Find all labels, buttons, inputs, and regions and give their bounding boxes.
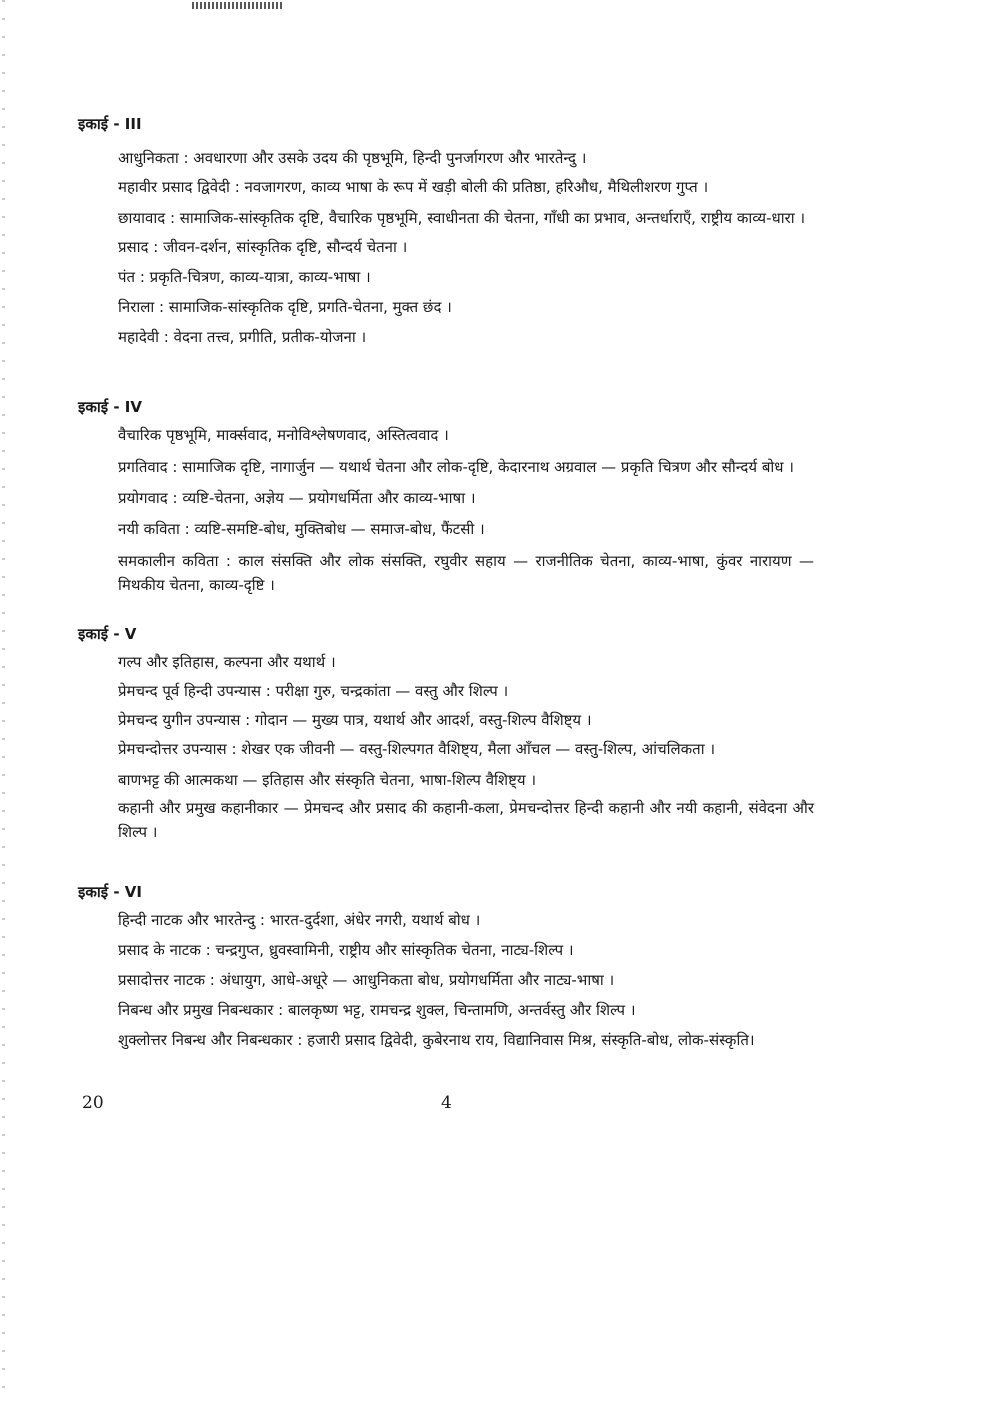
list-item: गल्प और इतिहास, कल्पना और यथार्थ ।: [118, 653, 336, 671]
list-item: प्रसादोत्तर नाटक : अंधायुग, आधे-अधूरे — आधुनिकता बोध, प्रयोगधर्मिता और नाट्य-भाषा ।: [118, 971, 615, 989]
list-item: प्रसाद के नाटक : चन्द्रगुप्त, ध्रुवस्वामिनी, राष्ट्रीय और सांस्कृतिक चेतना, नाट्य-शिल्प ।: [118, 941, 574, 959]
unit-items: [118, 908, 814, 1052]
unit-heading: इकाई - III: [78, 115, 142, 133]
list-item: आधुनिकता : अवधारणा और उसके उदय की पृष्ठभूमि, हिन्दी पुनर्जागरण और भारतेन्दु ।: [118, 149, 587, 167]
footer-left-number: 20: [82, 1093, 104, 1113]
list-item: नयी कविता : व्यष्टि-समष्टि-बोध, मुक्तिबोध — समाज-बोध, फैंटसी ।: [118, 520, 485, 538]
list-item: प्रयोगवाद : व्यष्टि-चेतना, अज्ञेय — प्रयोगधर्मिता और काव्य-भाषा ।: [118, 489, 476, 507]
list-item: छायावाद : सामाजिक-सांस्कृतिक दृष्टि, वैचारिक पृष्ठभूमि, स्वाधीनता की चेतना, गाँधी का प्रभाव, अन्तर्धाराएँ, राष्ट्रीय काव्य-धारा ।: [118, 209, 806, 227]
list-item: हिन्दी नाटक और भारतेन्दु : भारत-दुर्दशा, अंधेर नगरी, यथार्थ बोध ।: [118, 911, 481, 929]
list-item: कहानी और प्रमुख कहानीकार — प्रेमचन्द और प्रसाद की कहानी-कला, प्रेमचन्दोत्तर हिन्दी कहानी और नयी कहानी, संवेदना और शिल्प ।: [118, 799, 814, 841]
list-item: निराला : सामाजिक-सांस्कृतिक दृष्टि, प्रगति-चेतना, मुक्त छंद ।: [118, 298, 452, 316]
list-item: वैचारिक पृष्ठभूमि, मार्क्सवाद, मनोविश्लेषणवाद, अस्तित्ववाद ।: [118, 426, 449, 444]
list-item: शुक्लोत्तर निबन्ध और निबन्धकार : हजारी प्रसाद द्विवेदी, कुबेरनाथ राय, विद्यानिवास मिश्र, संस्कृति-बोध, लोक-संस्कृति।: [118, 1031, 755, 1049]
unit-6: [0, 882, 814, 1052]
unit-5: [0, 624, 814, 844]
page-number: 4: [441, 1093, 452, 1113]
unit-heading: इकाई - IV: [78, 398, 142, 416]
list-item: प्रगतिवाद : सामाजिक दृष्टि, नागार्जुन — यथार्थ चेतना और लोक-दृष्टि, केदारनाथ अग्रवाल — प्रकृति चित्रण और सौन्दर्य बोध ।: [118, 458, 794, 476]
unit-heading: इकाई - VI: [78, 883, 142, 901]
list-item: महादेवी : वेदना तत्त्व, प्रगीति, प्रतीक-योजना ।: [118, 328, 367, 346]
unit-items: [118, 146, 814, 349]
list-item: पंत : प्रकृति-चित्रण, काव्य-यात्रा, काव्य-भाषा ।: [118, 268, 371, 286]
list-item: समकालीन कविता : काल संसक्ति और लोक संसक्ति, रघुवीर सहाय — राजनीतिक चेतना, काव्य-भाषा, कुंवर नारायण — मिथकीय चेतना, काव्य-दृष्टि ।: [118, 552, 814, 594]
list-item: प्रेमचन्दोत्तर उपन्यास : शेखर एक जीवनी — वस्तु-शिल्पगत वैशिष्ट्य, मैला आँचल — वस्तु-शिल्प, आंचलिकता ।: [118, 740, 716, 758]
unit-items: [118, 423, 814, 597]
unit-4: [0, 397, 814, 597]
unit-heading: इकाई - V: [78, 625, 137, 643]
unit-items: [118, 650, 814, 844]
list-item: प्रेमचन्द पूर्व हिन्दी उपन्यास : परीक्षा गुरु, चन्द्रकांता — वस्तु और शिल्प ।: [118, 682, 509, 700]
list-item: निबन्ध और प्रमुख निबन्धकार : बालकृष्ण भट्ट, रामचन्द्र शुक्ल, चिन्तामणि, अन्तर्वस्तु और शिल्प ।: [118, 1001, 636, 1019]
list-item: प्रेमचन्द युगीन उपन्यास : गोदान — मुख्य पात्र, यथार्थ और आदर्श, वस्तु-शिल्प वैशिष्ट्य ।: [118, 711, 592, 729]
list-item: बाणभट्ट की आत्मकथा — इतिहास और संस्कृति चेतना, भाषा-शिल्प वैशिष्ट्य ।: [118, 771, 537, 789]
list-item: प्रसाद : जीवन-दर्शन, सांस्कृतिक दृष्टि, सौन्दर्य चेतना ।: [118, 238, 408, 256]
scan-header-mark: [192, 2, 284, 9]
unit-3: [0, 114, 814, 349]
list-item: महावीर प्रसाद द्विवेदी : नवजागरण, काव्य भाषा के रूप में खड़ी बोली की प्रतिष्ठा, हरिऔध, मैथिलीशरण गुप्त ।: [118, 178, 709, 196]
